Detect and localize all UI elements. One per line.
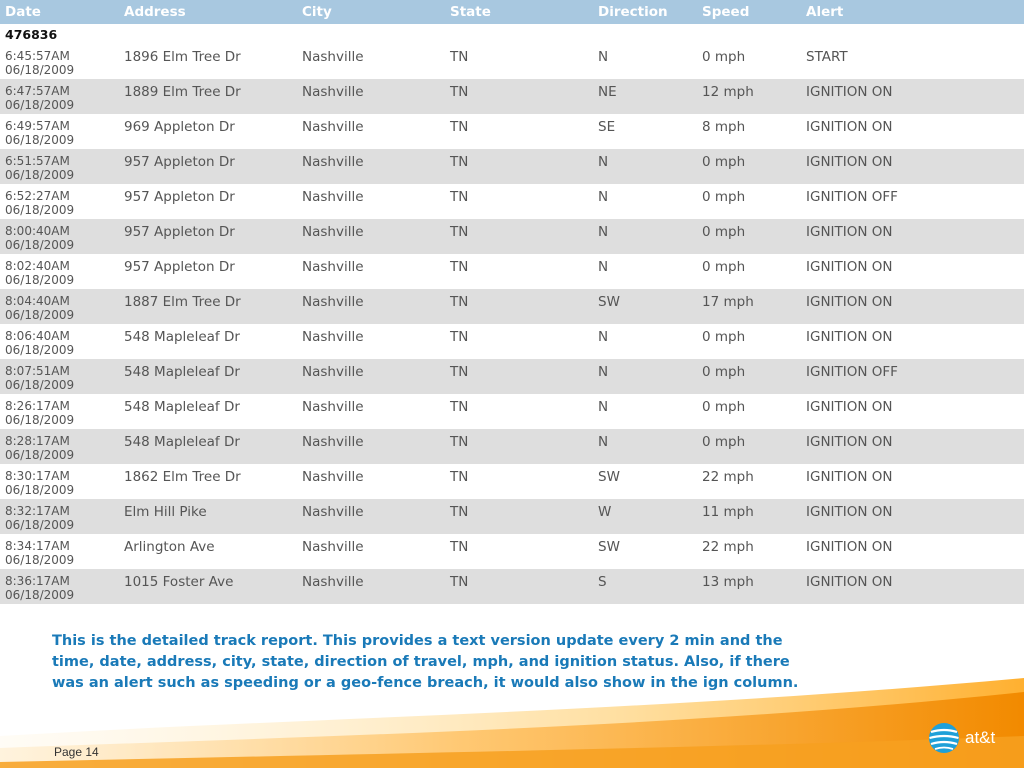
state-cell: TN [450,259,469,275]
speed-cell: 13 mph [702,574,754,590]
state-cell: TN [450,469,469,485]
address-cell: Elm Hill Pike [124,504,207,520]
table-row [0,254,1024,289]
date-cell [0,394,118,429]
date-value: 06/18/2009 [5,238,75,252]
date-value: 06/18/2009 [5,483,75,497]
alert-cell: IGNITION ON [806,329,893,345]
address-cell: Arlington Ave [124,539,215,555]
time-value: 6:52:27AM [5,189,70,203]
date-cell [0,254,118,289]
date-value: 06/18/2009 [5,98,75,112]
address-cell: 1862 Elm Tree Dr [124,469,241,485]
table-row [0,394,1024,429]
city-cell: Nashville [302,329,364,345]
speed-cell: 0 mph [702,189,746,205]
alert-cell: IGNITION OFF [806,189,898,205]
table-row [0,44,1024,79]
date-value: 06/18/2009 [5,518,75,532]
table-row [0,219,1024,254]
direction-cell: NE [598,84,617,100]
direction-cell: N [598,399,609,415]
time-value: 8:30:17AM [5,469,70,483]
header-speed[interactable]: Speed [702,4,750,20]
date-value: 06/18/2009 [5,553,75,567]
date-cell [0,114,118,149]
header-direction[interactable]: Direction [598,4,668,20]
state-cell: TN [450,504,469,520]
state-cell: TN [450,329,469,345]
date-cell [0,499,118,534]
address-cell: 957 Appleton Dr [124,259,235,275]
direction-cell: N [598,329,609,345]
alert-cell: IGNITION ON [806,504,893,520]
city-cell: Nashville [302,84,364,100]
table-row [0,184,1024,219]
date-value: 06/18/2009 [5,273,75,287]
direction-cell: N [598,434,609,450]
state-cell: TN [450,434,469,450]
alert-cell: IGNITION ON [806,539,893,555]
date-value: 06/18/2009 [5,343,75,357]
date-cell [0,534,118,569]
date-cell [0,79,118,114]
city-cell: Nashville [302,119,364,135]
date-value: 06/18/2009 [5,203,75,217]
state-cell: TN [450,84,469,100]
direction-cell: W [598,504,612,520]
city-cell: Nashville [302,469,364,485]
table-row [0,499,1024,534]
speed-cell: 22 mph [702,539,754,555]
speed-cell: 0 mph [702,154,746,170]
direction-cell: SW [598,469,620,485]
time-value: 8:32:17AM [5,504,70,518]
table-row [0,324,1024,359]
alert-cell: IGNITION ON [806,574,893,590]
header-address[interactable]: Address [124,4,186,20]
time-value: 6:47:57AM [5,84,70,98]
table-row [0,114,1024,149]
address-cell: 1015 Foster Ave [124,574,234,590]
alert-cell: IGNITION ON [806,294,893,310]
time-value: 8:04:40AM [5,294,70,308]
date-cell [0,359,118,394]
direction-cell: SE [598,119,616,135]
orange-swoosh-decoration [0,640,1024,768]
city-cell: Nashville [302,259,364,275]
date-cell [0,324,118,359]
alert-cell: IGNITION ON [806,154,893,170]
time-value: 6:45:57AM [5,49,70,63]
caption-line: This is the detailed track report. This provides a text version update every 2 min and the [52,633,783,649]
date-cell [0,184,118,219]
direction-cell: N [598,154,609,170]
date-cell [0,429,118,464]
table-header [0,0,1024,24]
direction-cell: N [598,49,609,65]
address-cell: 1887 Elm Tree Dr [124,294,241,310]
state-cell: TN [450,294,469,310]
state-cell: TN [450,189,469,205]
address-cell: 957 Appleton Dr [124,224,235,240]
state-cell: TN [450,224,469,240]
address-cell: 957 Appleton Dr [124,154,235,170]
city-cell: Nashville [302,224,364,240]
time-value: 8:28:17AM [5,434,70,448]
date-cell [0,149,118,184]
direction-cell: N [598,364,609,380]
speed-cell: 0 mph [702,259,746,275]
city-cell: Nashville [302,189,364,205]
address-cell: 548 Mapleleaf Dr [124,399,240,415]
time-value: 8:26:17AM [5,399,70,413]
address-cell: 548 Mapleleaf Dr [124,434,240,450]
direction-cell: S [598,574,607,590]
city-cell: Nashville [302,434,364,450]
alert-cell: IGNITION ON [806,399,893,415]
time-value: 8:36:17AM [5,574,70,588]
table-body [0,44,1024,604]
table-row [0,534,1024,569]
speed-cell: 0 mph [702,49,746,65]
time-value: 8:07:51AM [5,364,70,378]
table-row [0,429,1024,464]
time-value: 8:02:40AM [5,259,70,273]
speed-cell: 22 mph [702,469,754,485]
date-cell [0,219,118,254]
direction-cell: N [598,224,609,240]
alert-cell: IGNITION ON [806,434,893,450]
date-value: 06/18/2009 [5,413,75,427]
time-value: 8:00:40AM [5,224,70,238]
date-cell [0,44,118,79]
header-date[interactable]: Date [5,4,41,20]
device-id: 476836 [0,24,1024,44]
header-city[interactable]: City [302,4,332,20]
city-cell: Nashville [302,539,364,555]
alert-cell: IGNITION ON [806,224,893,240]
date-value: 06/18/2009 [5,168,75,182]
date-value: 06/18/2009 [5,448,75,462]
alert-cell: START [806,49,848,65]
table-row [0,359,1024,394]
date-cell [0,289,118,324]
state-cell: TN [450,539,469,555]
date-cell [0,464,118,499]
date-value: 06/18/2009 [5,308,75,322]
speed-cell: 11 mph [702,504,754,520]
alert-cell: IGNITION ON [806,469,893,485]
speed-cell: 0 mph [702,224,746,240]
table-row [0,79,1024,114]
alert-cell: IGNITION OFF [806,364,898,380]
header-state[interactable]: State [450,4,491,20]
city-cell: Nashville [302,504,364,520]
table-row [0,149,1024,184]
date-value: 06/18/2009 [5,133,75,147]
city-cell: Nashville [302,154,364,170]
city-cell: Nashville [302,364,364,380]
direction-cell: N [598,259,609,275]
speed-cell: 0 mph [702,399,746,415]
time-value: 8:06:40AM [5,329,70,343]
date-value: 06/18/2009 [5,63,75,77]
speed-cell: 12 mph [702,84,754,100]
address-cell: 1896 Elm Tree Dr [124,49,241,65]
caption-line: time, date, address, city, state, direction of travel, mph, and ignition status. Also, if there [52,654,790,670]
date-cell [0,569,118,604]
att-logo-text: at&t [965,728,996,747]
direction-cell: SW [598,539,620,555]
state-cell: TN [450,49,469,65]
alert-cell: IGNITION ON [806,259,893,275]
city-cell: Nashville [302,399,364,415]
time-value: 8:34:17AM [5,539,70,553]
alert-cell: IGNITION ON [806,84,893,100]
table-row [0,569,1024,604]
date-value: 06/18/2009 [5,378,75,392]
date-value: 06/18/2009 [5,588,75,602]
state-cell: TN [450,154,469,170]
city-cell: Nashville [302,294,364,310]
address-cell: 548 Mapleleaf Dr [124,364,240,380]
header-alert[interactable]: Alert [806,4,844,20]
direction-cell: SW [598,294,620,310]
att-globe-icon [928,722,960,754]
time-value: 6:49:57AM [5,119,70,133]
page-number: Page 14 [54,745,99,759]
att-logo [928,722,995,754]
speed-cell: 8 mph [702,119,746,135]
state-cell: TN [450,574,469,590]
time-value: 6:51:57AM [5,154,70,168]
speed-cell: 17 mph [702,294,754,310]
alert-cell: IGNITION ON [806,119,893,135]
address-cell: 969 Appleton Dr [124,119,235,135]
state-cell: TN [450,364,469,380]
table-row [0,464,1024,499]
speed-cell: 0 mph [702,434,746,450]
speed-cell: 0 mph [702,329,746,345]
state-cell: TN [450,399,469,415]
speed-cell: 0 mph [702,364,746,380]
address-cell: 548 Mapleleaf Dr [124,329,240,345]
table-row [0,289,1024,324]
address-cell: 1889 Elm Tree Dr [124,84,241,100]
address-cell: 957 Appleton Dr [124,189,235,205]
state-cell: TN [450,119,469,135]
caption-line: was an alert such as speeding or a geo-fence breach, it would also show in the ign column. [52,675,799,691]
city-cell: Nashville [302,574,364,590]
direction-cell: N [598,189,609,205]
city-cell: Nashville [302,49,364,65]
